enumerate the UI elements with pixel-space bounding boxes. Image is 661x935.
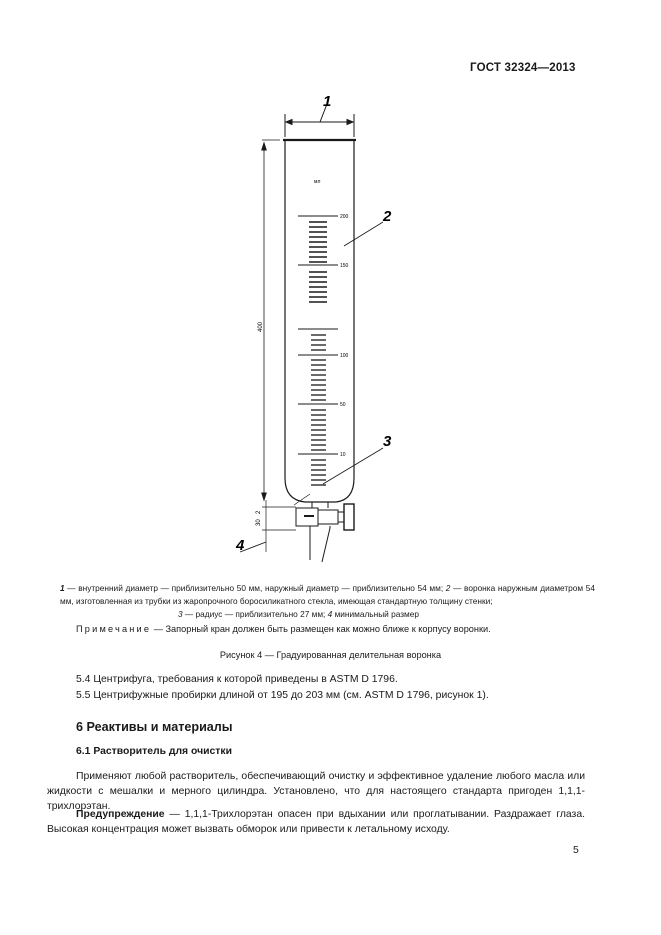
figure-note — [76, 624, 491, 634]
paragraph-warning — [47, 807, 585, 837]
paragraph-5-4: 5.4 Центрифуга, требования к которой приведены в ASTM D 1796. — [76, 674, 398, 685]
section-6-heading: 6 Реактивы и материалы — [76, 720, 233, 734]
figure-title: Рисунок 4 — Градуированная делительная воронка — [219, 650, 442, 660]
dimension-small-b: 30 — [256, 519, 262, 526]
legend-n4: 4 — [327, 609, 333, 619]
figure-legend — [60, 582, 595, 621]
note-label: Примечание — [76, 624, 152, 634]
warning-label: Предупреждение — [76, 809, 165, 820]
paragraph-solvent: Применяют любой растворитель, обеспечивающий очистку и эффективное удаление любого масла или жидкости с мешалки и мерного цилиндра. Установлено, что для настоящего стандарта пригоден 1,1,1-трихлорэтан. — [47, 771, 585, 813]
callout-4: 4 — [236, 537, 245, 554]
dimension-small-a: 2 — [256, 510, 262, 514]
tube-unit-label: мл — [314, 179, 321, 185]
warning-text: — 1,1,1-Трихлорэтан опасен при вдыхании или проглатывании. Раздражает глаза. Высокая концентрация может вызвать обморок или привести к летальному исходу. — [47, 809, 585, 836]
callout-2: 2 — [383, 208, 392, 225]
legend-t2: — воронка наружным диаметром 54 мм, изготовленная из трубки из жаропрочного боросиликатного стекла, имеющая стандартную толщину стенки; — [60, 583, 595, 606]
callout-3: 3 — [383, 433, 392, 450]
dimension-height-label: 400 — [258, 321, 264, 332]
graduation-marks — [298, 216, 338, 485]
legend-t1: — внутренний диаметр — приблизительно 50 мм, наружный диаметр — приблизительно 54 мм; — [64, 583, 446, 593]
paragraph-5-5: 5.5 Центрифужные пробирки длиной от 195 до 203 мм (см. ASTM D 1796, рисунок 1). — [76, 690, 489, 701]
standard-code: ГОСТ 32324—2013 — [470, 62, 576, 74]
scale-label-10: 10 — [340, 452, 346, 458]
section-6-1-heading: 6.1 Растворитель для очистки — [76, 746, 232, 757]
scale-label-150: 150 — [340, 263, 349, 269]
page-number: 5 — [573, 845, 579, 856]
scale-label-100: 100 — [340, 353, 349, 359]
legend-t4: минимальный размер — [332, 609, 419, 619]
note-text: — Запорный кран должен быть размещен как можно ближе к корпусу воронки. — [151, 624, 491, 634]
legend-n2: 2 — [445, 583, 451, 593]
legend-n3: 3 — [178, 609, 183, 619]
scale-label-50: 50 — [340, 402, 346, 408]
scale-label-200: 200 — [340, 214, 349, 220]
funnel-body — [285, 140, 354, 502]
legend-t3: — радиус — приблизительно 27 мм; — [182, 609, 328, 619]
legend-n1: 1 — [60, 583, 65, 593]
callout-1: 1 — [323, 93, 332, 110]
